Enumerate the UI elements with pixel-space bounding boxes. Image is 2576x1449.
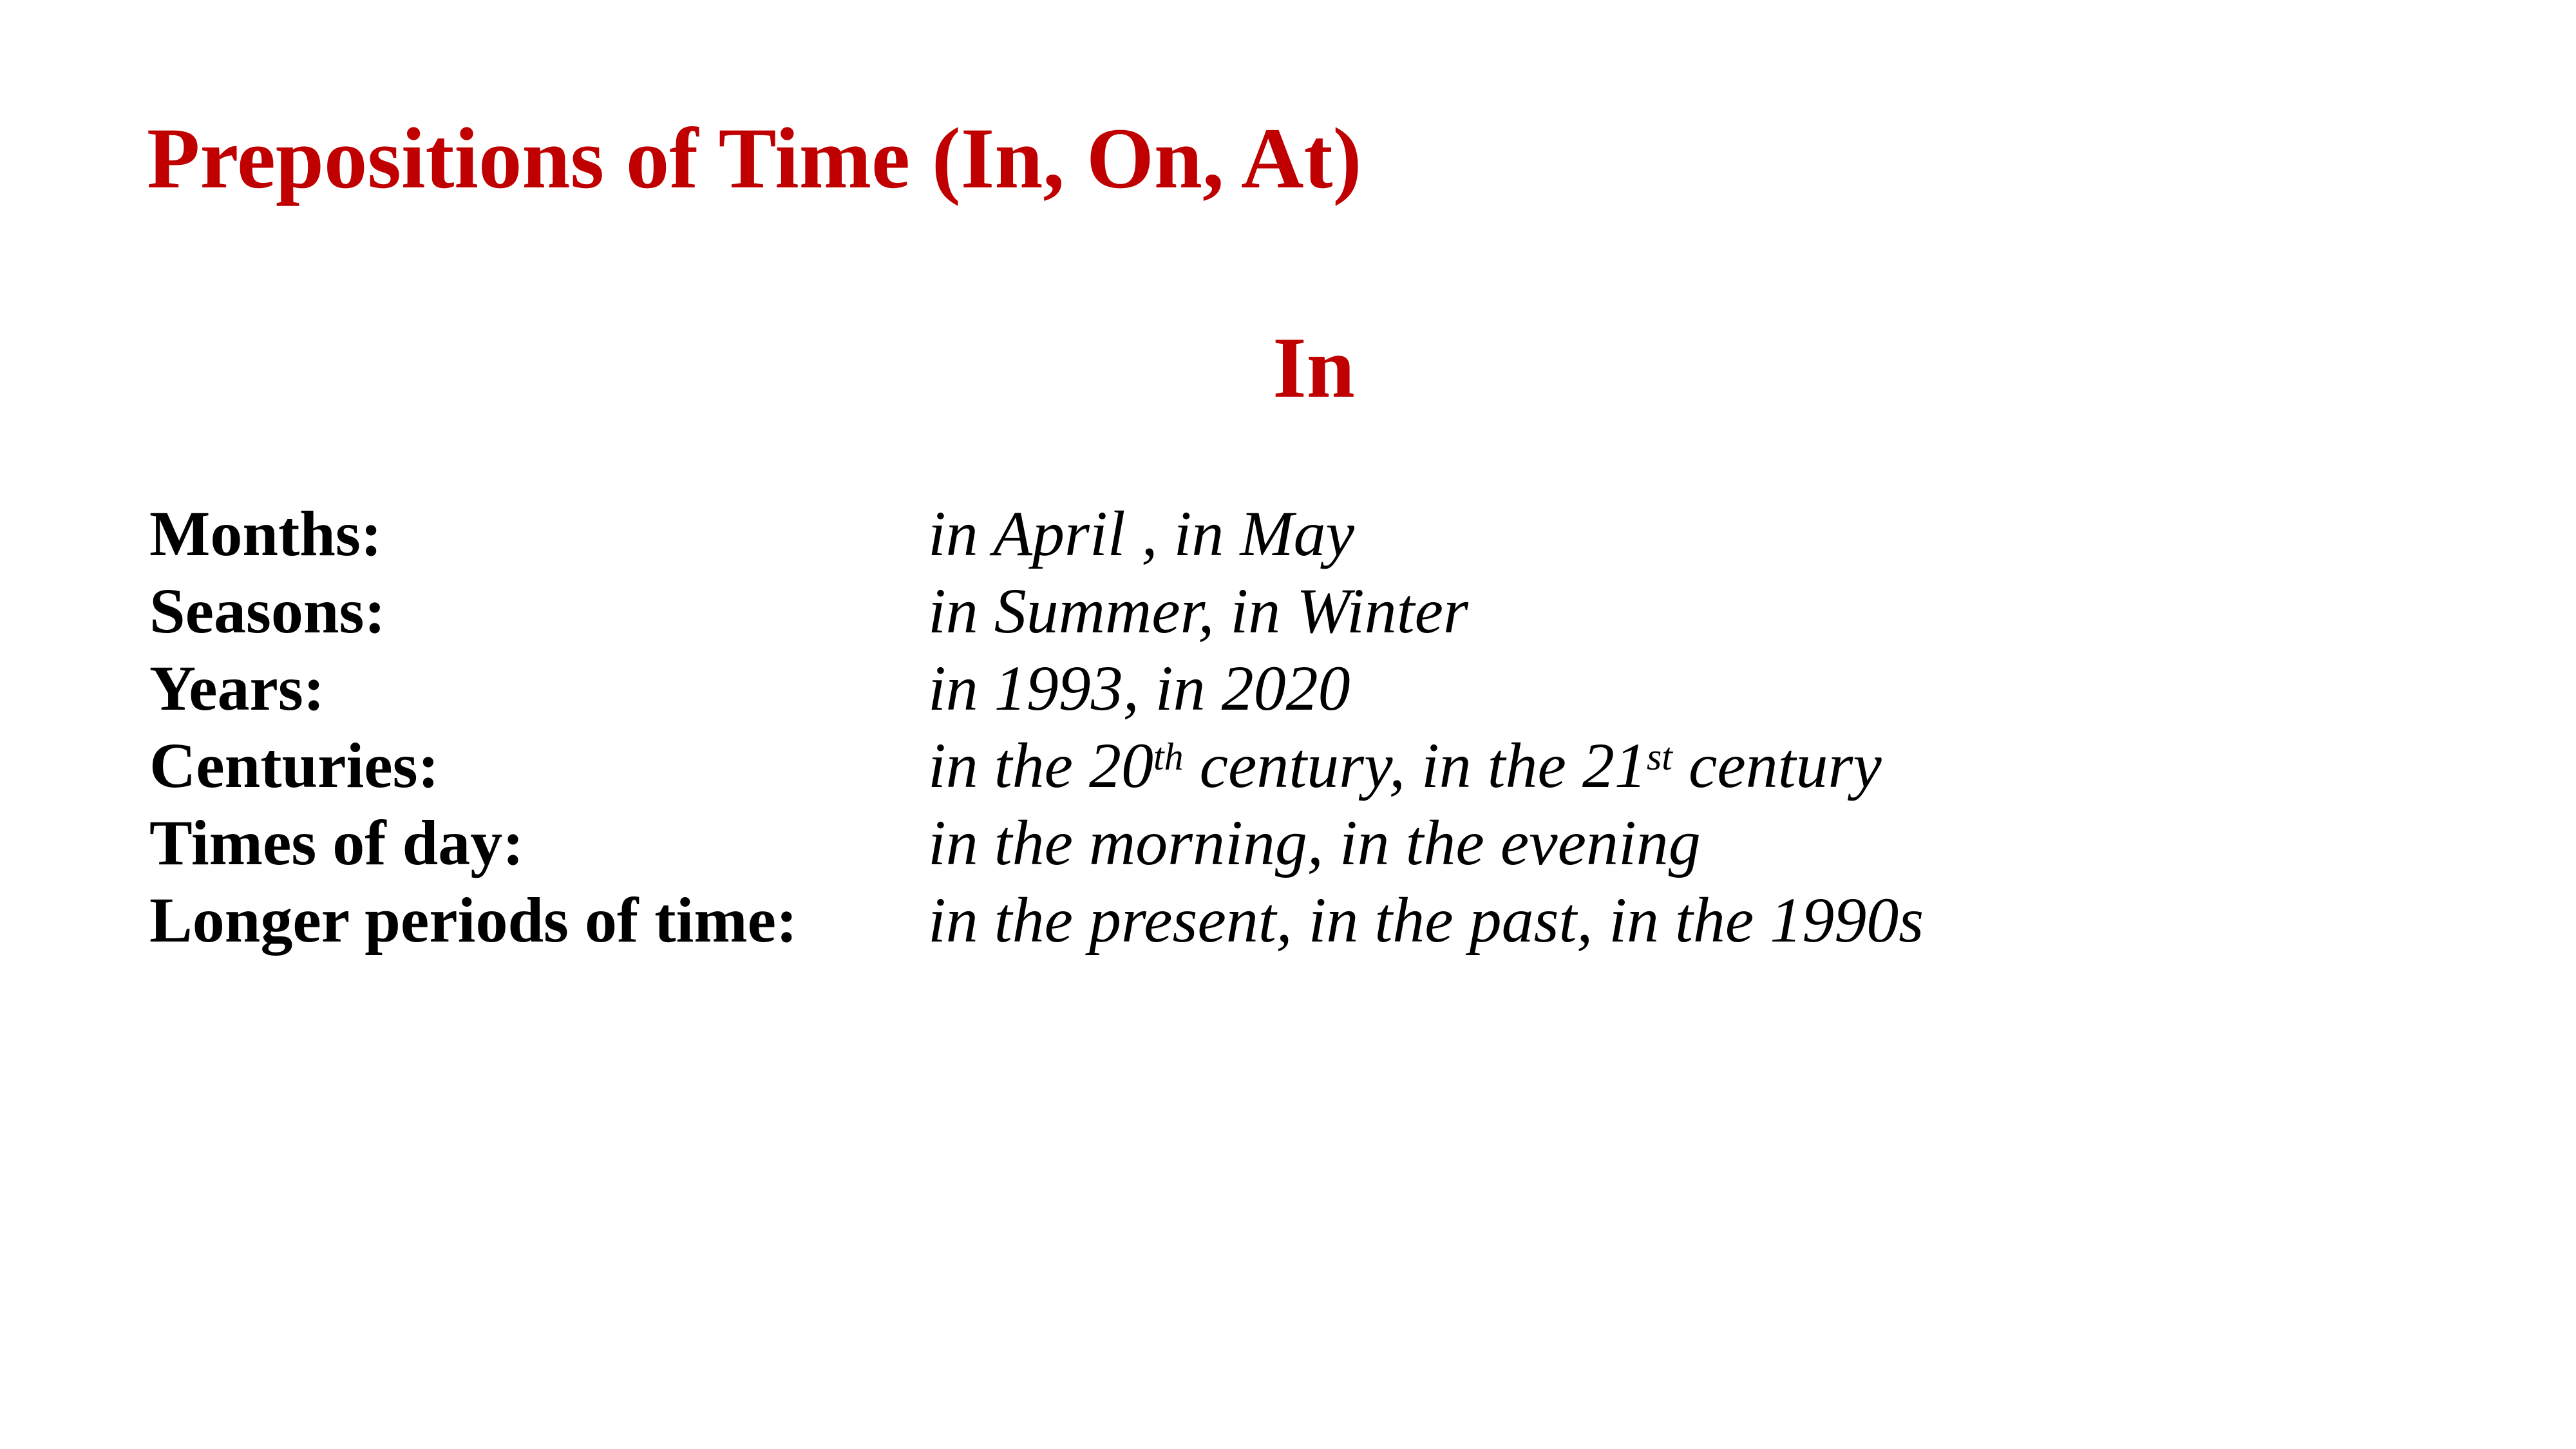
list-item xyxy=(149,650,2468,727)
example-text: in 1993, in 2020 xyxy=(928,652,1350,724)
list-item xyxy=(149,573,2468,650)
list-item xyxy=(149,882,2468,959)
example-segment: in the 20 xyxy=(928,730,1153,801)
list-item xyxy=(149,727,2468,804)
example-text: in the present, in the past, in the 1990s xyxy=(928,884,1924,956)
list-item xyxy=(149,495,2468,573)
category-label: Times of day: xyxy=(149,807,524,878)
category-label: Months: xyxy=(149,498,383,569)
page-title: Prepositions of Time (In, On, At) xyxy=(147,111,1362,207)
example-segment: century, in the 21 xyxy=(1183,730,1647,801)
category-label: Seasons: xyxy=(149,575,386,647)
section-heading-in: In xyxy=(1273,320,1355,416)
example-text xyxy=(928,727,1882,804)
example-text: in the morning, in the evening xyxy=(928,807,1701,878)
category-label: Centuries: xyxy=(149,730,439,801)
list-item xyxy=(149,804,2468,882)
prepositions-list xyxy=(149,495,2468,959)
category-label: Years: xyxy=(149,652,325,724)
ordinal-superscript: st xyxy=(1646,735,1672,778)
ordinal-superscript: th xyxy=(1153,735,1184,778)
category-label: Longer periods of time: xyxy=(149,884,798,956)
example-text: in Summer, in Winter xyxy=(928,575,1468,647)
example-text: in April , in May xyxy=(928,498,1355,569)
example-segment: century xyxy=(1672,730,1882,801)
